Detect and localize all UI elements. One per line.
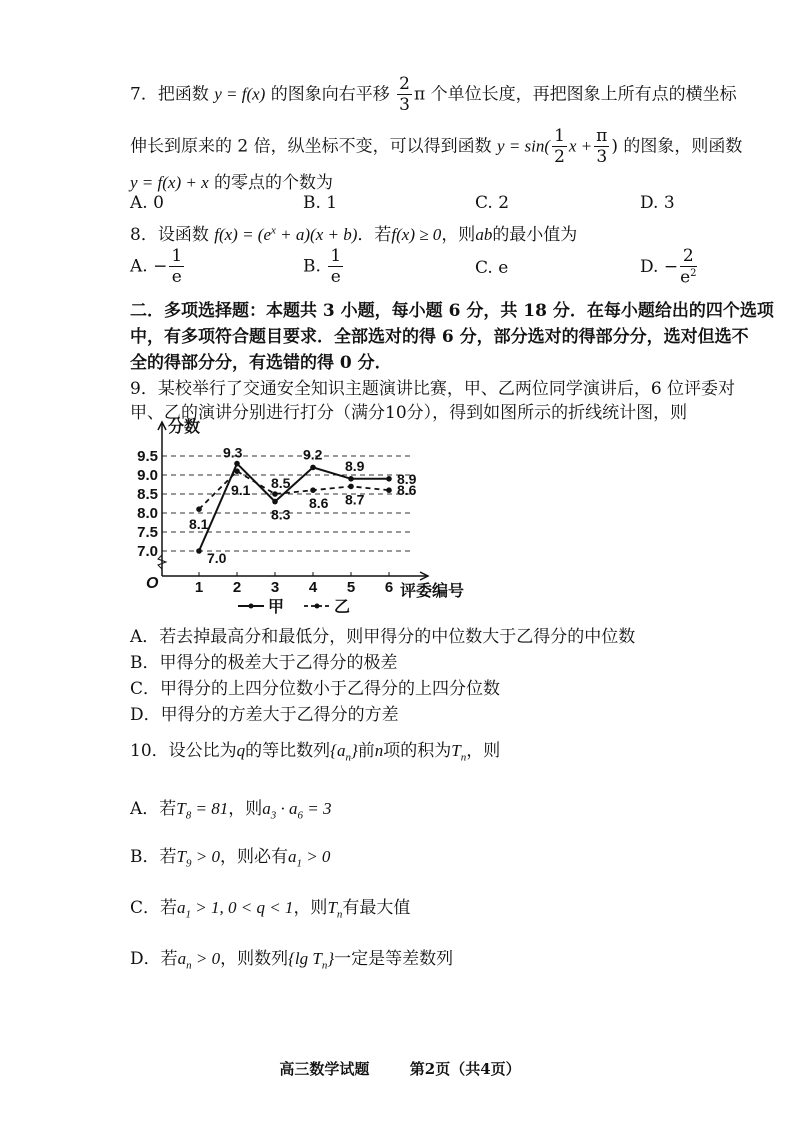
data-label: 8.6 <box>397 482 417 499</box>
q9-line2: 甲、乙的演讲分别进行打分（满分10分），得到如图所示的折线统计图，则 <box>130 403 688 423</box>
legend-marker-jia <box>249 604 254 609</box>
data-label: 8.1 <box>189 516 209 533</box>
q8-text: ，则 <box>441 225 476 245</box>
y-tick-label: 8.0 <box>137 505 158 522</box>
x-axis-label: 评委编号 <box>400 583 465 600</box>
q7-half-fraction: $\frac{1}{2}$ <box>554 126 565 167</box>
q7-text: 把函数 <box>157 84 209 105</box>
q7-option-d: D. 3 <box>640 193 675 213</box>
q7-fx: y = f(x) <box>214 84 266 104</box>
chart-labels <box>189 445 417 566</box>
data-label: 8.3 <box>271 506 291 523</box>
q8-text: 设函数 <box>157 225 209 245</box>
data-point <box>348 476 354 482</box>
q10-option-b: B．若$T_9 > 0$，则必有$a_1 > 0$ <box>130 847 331 870</box>
q8-option-b: B. $\frac{1}{e}$ <box>303 246 342 287</box>
q10-stem: 10．设公比为q的等比数列$\{a_n\}$前n项的积为$T_n$，则 <box>130 741 501 764</box>
q7-line3 <box>130 168 333 193</box>
chart-axes <box>137 417 464 600</box>
x-tick-label: 5 <box>346 579 356 596</box>
q7-text: 个单位长度，再把图象上所有点的横坐标 <box>430 84 737 105</box>
y-tick-label: 8.5 <box>137 486 158 503</box>
q8-option-c: C. e <box>475 258 509 278</box>
data-point <box>272 499 278 505</box>
q7-text: 的零点的个数为 <box>214 173 334 193</box>
q7-pi-fraction: $\frac{\pi}{3}$ <box>596 126 608 167</box>
chart-grid <box>162 456 413 551</box>
q7-x: x + <box>568 136 593 156</box>
data-label: 7.0 <box>207 550 227 566</box>
q7-pi: π <box>413 84 426 105</box>
x-tick-label: 4 <box>308 579 318 596</box>
y-tick-label: 7.5 <box>137 524 158 541</box>
data-label: 8.7 <box>345 491 365 508</box>
chart-legend <box>238 598 350 616</box>
data-label: 8.9 <box>345 457 365 474</box>
q10-option-c: C．若$a_1 > 1$, 0 < q < 1，则$T_n$有最大值 <box>130 898 411 921</box>
data-point <box>348 484 354 490</box>
section2-line1: 二．多项选择题：本题共 3 小题，每小题 6 分，共 18 分．在每小题给出的四个选项 <box>130 301 774 321</box>
q7-sin: y = sin( <box>497 136 551 156</box>
legend-marker-yi <box>315 604 320 609</box>
q8-text: ．若 <box>357 225 392 245</box>
y-tick-label: 9.0 <box>137 467 158 484</box>
page-footer <box>0 1058 800 1079</box>
q7-text: 的图象向右平移 <box>270 84 390 105</box>
q7-option-b: B. 1 <box>303 193 338 213</box>
q7-paren: ) <box>611 136 618 157</box>
data-label: 9.1 <box>231 482 251 499</box>
q7-line1 <box>130 76 737 114</box>
data-point <box>386 487 392 493</box>
q7-expr: y = f(x) + x <box>130 173 209 192</box>
q9-option-c: C．甲得分的上四分位数小于乙得分的上四分位数 <box>130 679 501 699</box>
q9-option-a: A．若去掉最高分和最低分，则甲得分的中位数大于乙得分的中位数 <box>130 627 636 647</box>
data-point <box>196 506 202 512</box>
y-axis-label: 分数 <box>168 419 201 436</box>
q7-line2 <box>130 128 742 166</box>
data-point <box>272 491 278 497</box>
footer-subject: 高三数学试题 <box>279 1060 370 1078</box>
data-point <box>310 465 316 471</box>
y-tick-label: 9.5 <box>137 448 158 465</box>
x-tick-label: 2 <box>232 579 242 596</box>
q9-line-chart <box>128 416 648 616</box>
origin-label: O <box>146 575 159 592</box>
q8-option-a: A. − $\frac{1}{e}$ <box>130 246 183 287</box>
data-label: 8.9 <box>397 470 417 487</box>
q9-option-d: D．甲得分的方差大于乙得分的方差 <box>130 705 399 725</box>
q8-condition: f(x) ≥ 0 <box>391 225 442 244</box>
q7-number: 7． <box>130 84 158 105</box>
q8-number: 8． <box>130 225 158 245</box>
data-label: 8.6 <box>309 495 329 512</box>
footer-page: 第2页（共4页） <box>409 1060 521 1078</box>
data-point <box>386 476 392 482</box>
q7-text: 的图象，则函数 <box>623 136 743 157</box>
x-tick-label: 1 <box>194 579 204 596</box>
q7-option-c: C. 2 <box>475 193 510 213</box>
y-tick-label: 7.0 <box>137 543 158 560</box>
q8-ab: ab <box>475 225 493 244</box>
section2-line3: 全的得部分分，有选错的得 0 分． <box>130 353 392 373</box>
q7-option-a: A. 0 <box>130 193 164 213</box>
q9-line1: 9．某校举行了交通安全知识主题演讲比赛，甲、乙两位同学演讲后，6 位评委对 <box>130 379 736 399</box>
data-label: 9.3 <box>223 444 243 461</box>
q10-option-a: A．若$T_8 = 81$，则$a_3 \cdot a_6 = 3$ <box>130 799 332 822</box>
x-tick-label: 3 <box>270 579 280 596</box>
data-label: 9.2 <box>303 446 323 463</box>
legend-label-yi: 乙 <box>334 599 351 616</box>
q8-text: 的最小值为 <box>492 225 578 245</box>
q7-shift-fraction: $\frac{2}{3}$ <box>399 74 410 115</box>
data-point <box>310 487 316 493</box>
q7-text: 伸长到原来的 2 倍，纵坐标不变，可以得到函数 <box>130 136 492 157</box>
q8-option-d: D. − $\frac{2}{e^2}$ <box>640 246 697 288</box>
section2-line2: 中，有多项符合题目要求．全部选对的得 6 分，部分选对的得部分分，选对但选不 <box>130 327 749 347</box>
q8-line <box>130 220 577 245</box>
legend-label-jia: 甲 <box>268 599 285 616</box>
data-point <box>234 468 240 474</box>
q8-expr: $f(x) = (e^x + a)(x + b)$ <box>214 224 358 244</box>
x-tick-label: 6 <box>384 579 394 596</box>
data-label: 8.5 <box>271 475 291 491</box>
q10-option-d: D．若$a_n > 0$，则数列{lg $T_n$}一定是等差数列 <box>130 949 454 972</box>
data-point <box>196 548 202 554</box>
data-point <box>234 461 240 467</box>
q9-option-b: B．甲得分的极差大于乙得分的极差 <box>130 653 398 673</box>
